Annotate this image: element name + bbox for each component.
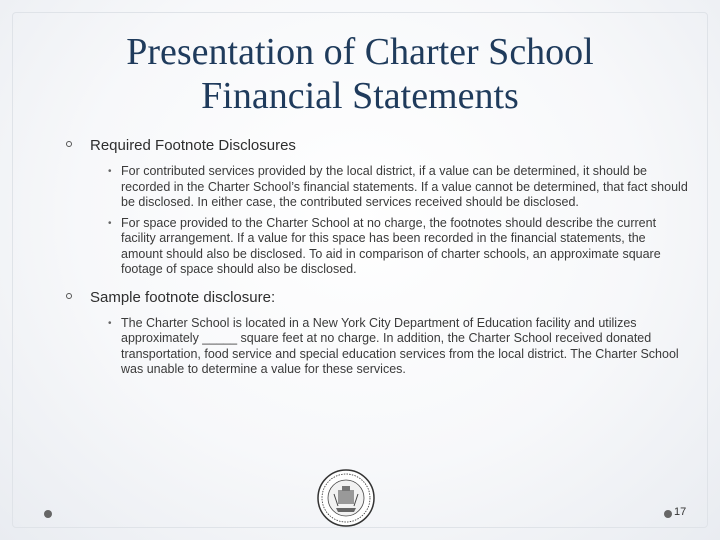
page-number: 17 [674, 506, 687, 518]
list-item-text: The Charter School is located in a New York City Department of Education facility and utilizes approximately _____ square feet at no charge. In addition, the Charter School received donated transportation, food service and special education services from the local district. The Charter School was unable to determine a value for these services. [121, 315, 679, 376]
hollow-bullet-icon [66, 293, 72, 299]
title-line-2: Financial Statements [201, 75, 519, 117]
list-item-text: For space provided to the Charter School at no charge, the footnotes should describe the current facility arrangement. If a value for this space has been recorded in the financial statements, the amount should also be disclosed. To aid in comparison of charter schools, an approximate square footage of space should also be disclosed. [121, 215, 661, 276]
footer-dot-left [44, 510, 52, 518]
list-item [40, 316, 690, 378]
bullet-icon: • [108, 317, 112, 329]
section-heading-text: Required Footnote Disclosures [90, 137, 296, 154]
slide-title [60, 30, 660, 118]
title-line-1: Presentation of Charter School [126, 31, 594, 73]
bullet-icon: • [108, 217, 112, 229]
section-heading-text: Sample footnote disclosure: [90, 288, 276, 306]
section-heading-footnote-disclosures [40, 136, 690, 156]
slide-content [40, 136, 690, 378]
list-item [40, 216, 690, 278]
nyc-seal-icon [316, 468, 376, 528]
footer-dot-right [664, 510, 672, 518]
hollow-bullet-icon [66, 141, 72, 147]
list-item [40, 164, 690, 211]
list-item-text: For contributed services provided by the local district, if a value can be determined, it should be recorded in the Charter School’s financial statements. If a value cannot be determined, that fact should be disclosed. In either case, the contributed services received should be disclosed. [121, 164, 688, 209]
bullet-icon: • [108, 166, 112, 177]
section-heading-sample-disclosure [40, 288, 690, 308]
